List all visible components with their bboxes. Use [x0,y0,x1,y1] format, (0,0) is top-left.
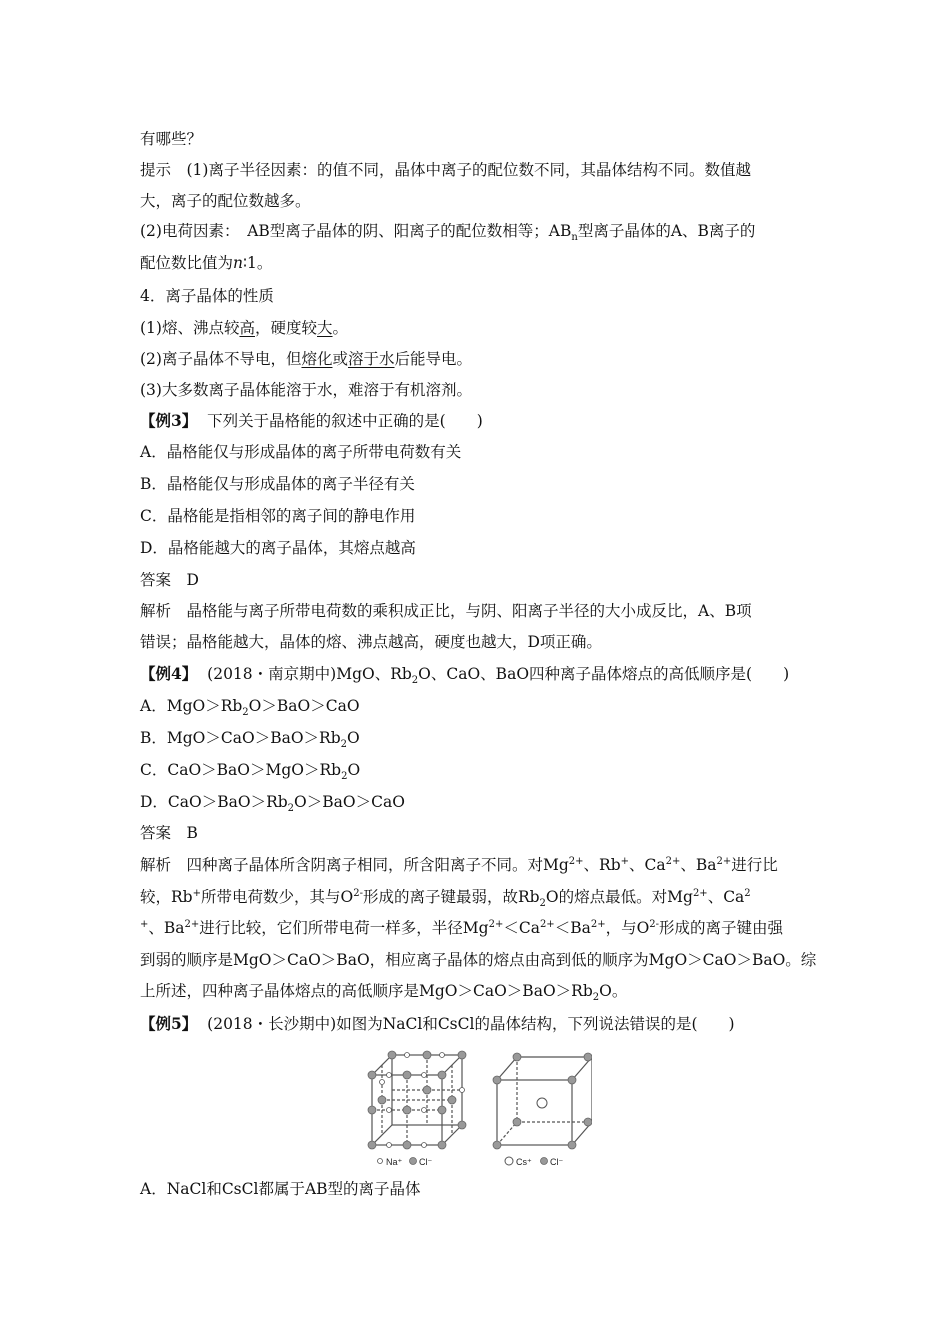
answer: 答案 B [140,824,198,842]
cl-legend-icon [541,1158,548,1165]
analysis-line: 较，Rb+所带电荷数少，其与$O^{2-}$形成的离子键最弱，故$Rb_2O$的熔点最低。对$Mg^{2+}$、Ca$^2$ [140,887,751,910]
cl-legend-label: Cl⁻ [419,1157,433,1167]
text-line: 大，离子的配位数越多。 [140,192,311,210]
crystal-structure-figure [362,1045,592,1170]
option-a: A．$MgO>Rb_2O>BaO>CaO$ [140,697,360,719]
cl-legend-label: Cl⁻ [550,1157,564,1167]
text-line: (2)离子晶体不导电，但熔化或溶于水后能导电。 [140,350,473,368]
analysis-line: 解析 四种离子晶体所含阴离子相同，所含阳离子不同。对$Mg^{2+}$、Rb+、$Ca^{2+}$、$Ba^{2+}$进行比 [140,855,778,874]
cs-legend-label: Cs⁺ [516,1157,532,1167]
option-d: D．晶格能越大的离子晶体，其熔点越高 [140,539,416,557]
example-5: 【例5】 (2018・长沙期中)如图为NaCl和CsCl的晶体结构，下列说法错误的是( ) [140,1014,735,1033]
text-line: (3)大多数离子晶体能溶于水，难溶于有机溶剂。 [140,381,472,399]
option-a: A．NaCl和CsCl都属于AB型的离子晶体 [140,1180,421,1198]
option-b: B．晶格能仅与形成晶体的离子半径有关 [140,475,415,493]
analysis-line: 解析 晶格能与离子所带电荷数的乘积成正比，与阴、阳离子半径的大小成反比，A、B项 [140,602,752,620]
analysis-line: 到弱的顺序是MgO＞CaO＞BaO，相应离子晶体的熔点由高到低的顺序为MgO＞CaO＞BaO。综 [140,951,817,969]
analysis-line: 上所述，四种离子晶体熔点的高低顺序是$MgO>CaO>BaO>Rb_2O$。 [140,982,628,1004]
analysis-line: +、$Ba^{2+}$进行比较，它们所带电荷一样多，半径$Mg^{2+}<Ca^{2+}<Ba^{2+}$，与$O^{2-}$形成的离子键由强 [140,918,784,937]
text-line: (2)电荷因素： AB型离子晶体的阴、阳离子的配位数相等；$AB_n$型离子晶体的A、B离子的 [140,222,756,244]
example-4: 【例4】 (2018・南京期中)MgO、$Rb_2O$、CaO、BaO四种离子晶体熔点的高低顺序是( ) [140,664,790,687]
text-line: (1)熔、沸点较高，硬度较大。 [140,319,349,337]
option-c: C．$CaO>BaO>MgO>Rb_2O$ [140,761,361,783]
cs-ion [537,1098,547,1108]
text-line: 配位数比值为n∶1。 [140,254,273,272]
analysis-line: 错误；晶格能越大，晶体的熔、沸点越高，硬度也越大，D项正确。 [140,633,602,651]
answer: 答案 D [140,571,199,589]
option-b: B．$MgO>CaO>BaO>Rb_2O$ [140,729,360,751]
text-line: 有哪些？ [140,130,203,148]
cl-legend-icon [410,1158,417,1165]
option-a: A．晶格能仅与形成晶体的离子所带电荷数有关 [140,443,462,461]
option-c: C．晶格能是指相邻的离子间的静电作用 [140,507,416,525]
option-d: D．$CaO>BaO>Rb_2O>BaO>CaO$ [140,793,405,815]
example-3: 【例3】 下列关于晶格能的叙述中正确的是( ) [140,411,483,430]
na-legend-label: Na⁺ [386,1157,403,1167]
cs-legend-icon [505,1157,513,1165]
section-heading: 4．离子晶体的性质 [140,287,274,305]
na-legend-icon [378,1159,383,1164]
text-line: 提示 (1)离子半径因素：的值不同，晶体中离子的配位数不同，其晶体结构不同。数值越 [140,161,751,179]
